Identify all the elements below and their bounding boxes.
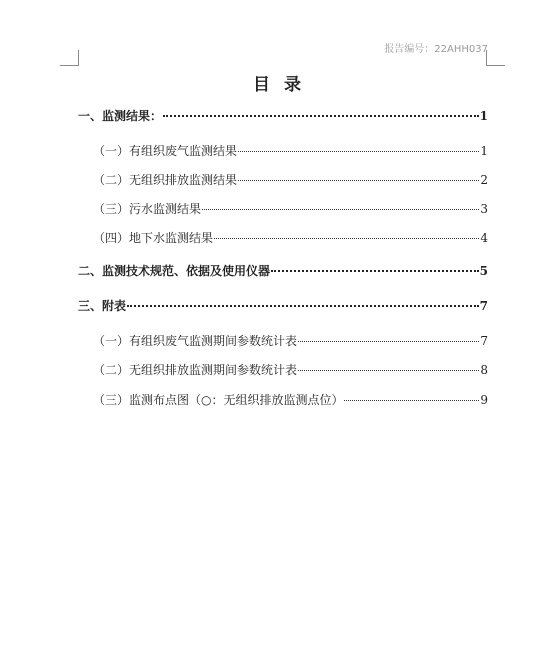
toc-leader bbox=[298, 370, 479, 371]
toc-page-number: 1 bbox=[479, 109, 488, 123]
toc-entry[interactable] bbox=[78, 108, 488, 124]
toc-entry-text: 二、监测技术规范、依据及使用仪器 bbox=[78, 264, 271, 278]
toc-page-number: 7 bbox=[479, 299, 488, 313]
toc-entry[interactable] bbox=[93, 392, 488, 408]
toc-page-number: 4 bbox=[480, 231, 488, 245]
toc-entry[interactable] bbox=[93, 172, 488, 188]
crop-mark-left bbox=[60, 50, 79, 66]
toc-leader bbox=[298, 341, 479, 342]
toc-page-number: 5 bbox=[479, 264, 488, 278]
toc-page-number: 2 bbox=[480, 173, 488, 187]
toc-entry-text: （二）无组织排放监测结果 bbox=[93, 173, 238, 187]
toc-entry[interactable] bbox=[93, 333, 488, 349]
toc-page-number: 7 bbox=[480, 334, 488, 348]
toc-leader bbox=[163, 115, 479, 117]
toc-entry-text: （二）无组织排放监测期间参数统计表 bbox=[93, 363, 298, 377]
toc-entry-text: （三）污水监测结果 bbox=[93, 202, 202, 216]
report-number: 报告编号：22AHH037 bbox=[384, 44, 488, 55]
toc-entry-text: （三）监测布点图（○：无组织排放监测点位） bbox=[93, 393, 344, 407]
toc-entry[interactable] bbox=[78, 263, 488, 279]
toc-entry-text: （一）有组织废气监测期间参数统计表 bbox=[93, 334, 298, 348]
toc-page-number: 3 bbox=[480, 202, 488, 216]
toc-leader bbox=[202, 209, 479, 210]
toc-leader bbox=[214, 238, 479, 239]
toc-entry[interactable] bbox=[93, 230, 488, 246]
toc-entry-text: 一、监测结果： bbox=[78, 109, 163, 123]
toc-leader bbox=[238, 151, 479, 152]
toc-page-number: 1 bbox=[480, 144, 488, 158]
toc-entry[interactable] bbox=[93, 362, 488, 378]
toc-entry[interactable] bbox=[78, 298, 488, 314]
toc-leader bbox=[127, 305, 479, 307]
toc-leader bbox=[344, 400, 479, 401]
toc-page-number: 8 bbox=[480, 363, 488, 377]
crop-mark-right bbox=[486, 50, 505, 66]
toc-page-number: 9 bbox=[480, 393, 488, 407]
page-title: 目录 bbox=[253, 75, 315, 95]
toc-entry[interactable] bbox=[93, 143, 488, 159]
toc-leader bbox=[271, 270, 479, 272]
toc-entry[interactable] bbox=[93, 201, 488, 217]
toc-entry-text: （一）有组织废气监测结果 bbox=[93, 144, 238, 158]
toc-entry-text: （四）地下水监测结果 bbox=[93, 231, 214, 245]
toc-entry-text: 三、附表 bbox=[78, 299, 127, 313]
toc-leader bbox=[238, 180, 479, 181]
